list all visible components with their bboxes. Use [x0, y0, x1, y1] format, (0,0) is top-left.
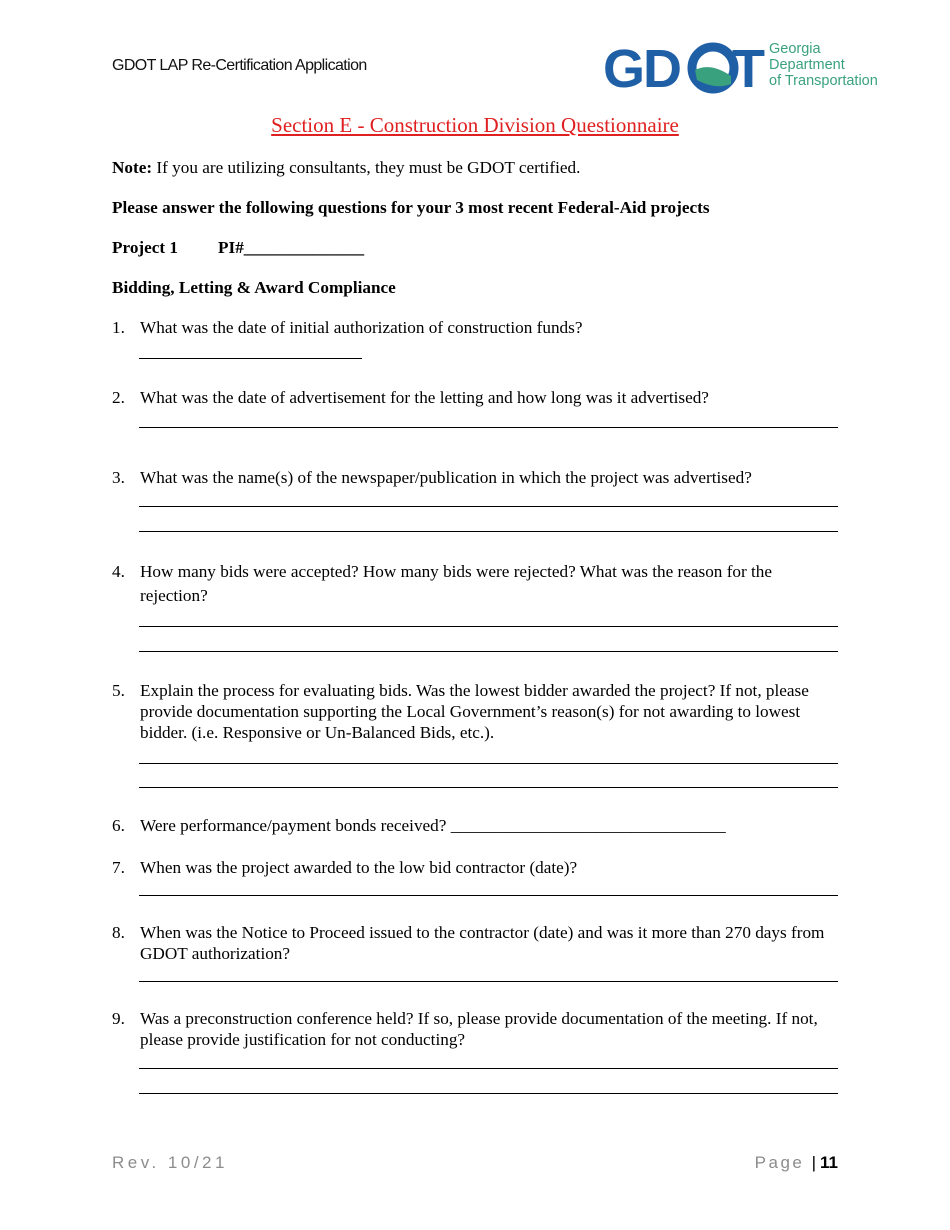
logo-agency-name: Georgia Department of Transportation [769, 41, 878, 89]
note-label: Note: [112, 158, 153, 177]
page-label: Page [754, 1153, 805, 1172]
answer-line[interactable] [139, 787, 838, 788]
answer-line[interactable] [139, 763, 838, 764]
project-label: Project 1 [112, 238, 179, 257]
page-number: 11 [820, 1153, 838, 1172]
revision-label: Rev. 10/21 [112, 1153, 228, 1172]
answer-line[interactable] [139, 895, 838, 896]
project-line [112, 237, 364, 258]
answer-line[interactable] [139, 626, 838, 627]
subheading: Bidding, Letting & Award Compliance [112, 278, 396, 297]
answer-line[interactable] [139, 427, 838, 428]
answer-line[interactable] [139, 981, 838, 982]
svg-text:T: T [732, 40, 765, 94]
gdot-logo [603, 40, 893, 94]
answer-line[interactable] [139, 1068, 838, 1069]
instruction: Please answer the following questions for your 3 most recent Federal-Aid projects [112, 198, 710, 217]
gdot-logo-mark [603, 40, 768, 94]
document-header-title: GDOT LAP Re-Certification Application [112, 57, 367, 74]
answer-line[interactable] [139, 651, 838, 652]
page-indicator [755, 1153, 838, 1173]
page-separator: | [811, 1153, 817, 1172]
answer-line[interactable] [139, 531, 838, 532]
note [112, 157, 580, 178]
section-title: Section E - Construction Division Questionnaire [271, 113, 679, 137]
answer-line[interactable] [139, 506, 838, 507]
pi-number-field[interactable]: PI#______________ [218, 238, 365, 257]
note-text: If you are utilizing consultants, they must be GDOT certified. [152, 158, 581, 177]
answer-line[interactable] [139, 1093, 838, 1094]
svg-text:GD: GD [603, 40, 680, 94]
answer-line[interactable] [139, 358, 362, 359]
